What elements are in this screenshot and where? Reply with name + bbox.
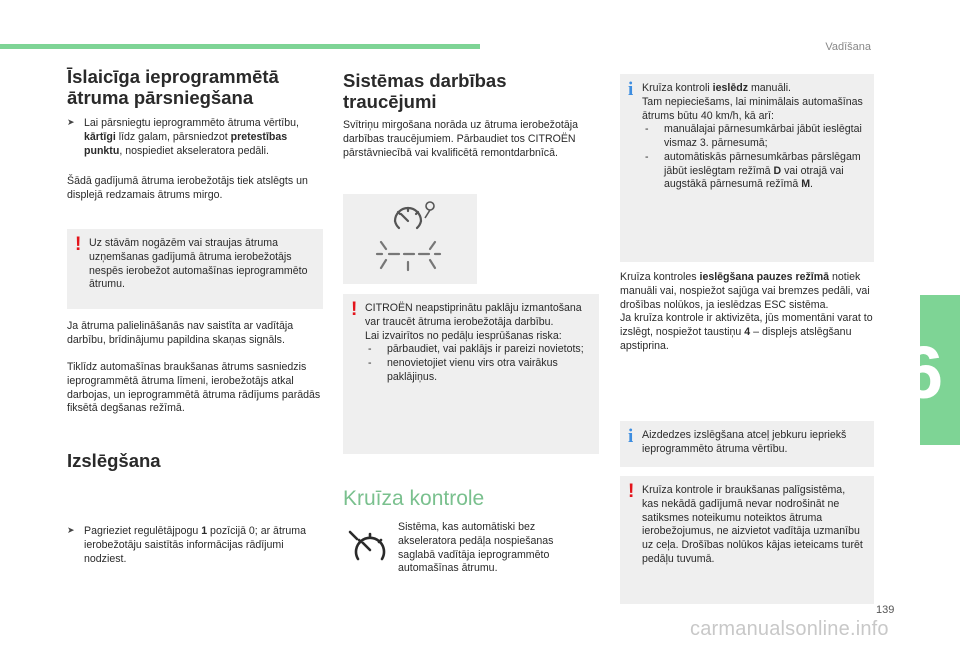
text-bold: 1	[201, 525, 208, 538]
pause-text	[620, 312, 874, 353]
text-bold: 4	[744, 326, 751, 339]
speed-limiter-fault-illustration	[343, 194, 477, 284]
info-text	[642, 82, 864, 96]
warning-icon: !	[628, 481, 635, 502]
bullet-icon: ➤	[67, 117, 75, 127]
switch-off-step	[67, 525, 323, 566]
text-bold: ieslēgšana pauzes režīmā	[699, 271, 830, 283]
bullet-icon: ➤	[67, 525, 75, 536]
override-result-text: Šādā gadījumā ātruma ierobežotājs tiek atslēgts un displejā redzamais ātrums mirgo.	[67, 175, 308, 201]
text-bold: D	[773, 164, 782, 177]
malfunction-text: Svītriņu mirgošana norāda uz ātruma ierobežotāja darbības traucējumiem. Pārbaudiet tos CITROËN pārstāvniecībā vai kvalificētā remontdarbnīcā.	[343, 119, 578, 159]
watermark: carmanualsonline.info	[690, 618, 889, 640]
text-span: vai otrajā vai augstākā pārnesumā režīmā	[664, 164, 844, 191]
warning-box-driver-aid	[620, 476, 874, 604]
limit-reached-text: Tiklīdz automašīnas braukšanas ātrums sasniedzis ieprogrammētā ātruma līmeni, ierobežotājs atkal darbojas, un ieprogrammētā ātruma rādījums parādās fiksētā degšanas režīmā.	[67, 361, 321, 415]
text-bold: ieslēdz	[712, 82, 748, 94]
text-bold: M	[801, 178, 811, 191]
warning-text: Uz stāvām nogāzēm vai straujas ātruma uzņemšanas gadījumā ātruma ierobežotājs nespēs ierobežot automašīnas ieprogrammēto ātrumu.	[89, 237, 308, 291]
text-span: Ja kruīza kontrole ir aktivizēta, jūs momentāni varat to izslēgt, nospiežot taustiņu	[620, 312, 873, 339]
text-span: līdz galam, pārsniedzot	[115, 130, 231, 143]
warning-icon: !	[75, 234, 82, 255]
text-span: notiek manuāli vai, nospiežot sajūga vai bremzes pedāli, vai drošības nolūkos, ja ieslēdzas ESC sistēma.	[620, 271, 870, 311]
info-list	[642, 123, 864, 192]
list-item: - pārbaudiet, vai paklājs ir pareizi novietots;	[365, 343, 589, 357]
info-text: Tam nepieciešams, lai minimālais automašīnas ātrums būtu 40 km/h, kā arī:	[642, 95, 863, 122]
header-accent-bar	[0, 44, 480, 49]
warning-box-slopes	[67, 229, 323, 309]
list-item	[642, 151, 864, 192]
info-box-activation	[620, 74, 874, 262]
text-span: Pagrieziet regulētājpogu	[84, 525, 202, 538]
info-text: Aizdedzes izslēgšana atceļ jebkuru iepriekš ieprogrammēto ātruma vērtību.	[642, 429, 847, 455]
info-icon: i	[628, 79, 634, 100]
chapter-number: 6	[902, 331, 944, 414]
warning-text: CITROËN neapstiprinātu paklāju izmantošana var traucēt ātruma ierobežotāja darbību.	[365, 302, 582, 328]
sound-signal-text: Ja ātruma palielināšanās nav saistīta ar vadītāja darbību, brīdinājumu papildina skaņas signāls.	[67, 320, 294, 346]
info-box-ignition	[620, 421, 874, 467]
section-label: Vadīšana	[825, 41, 871, 53]
warning-list	[365, 343, 589, 384]
info-content	[642, 82, 864, 192]
page-number: 139	[876, 604, 895, 616]
switch-off-text	[84, 525, 323, 566]
pause-text	[620, 271, 874, 312]
heading-temporary-override: Īslaicīga ieprogrammētā ātruma pārsniegšana	[67, 66, 279, 109]
text-span: , nospiediet akseleratora pedāli.	[119, 144, 269, 157]
text-bold: pretestības punktu	[84, 130, 288, 157]
text-span: Lai pārsniegtu ieprogrammēto ātruma vērtību,	[84, 117, 299, 129]
warning-text: Lai izvairītos no pedāļu iesprūšanas riska:	[365, 329, 562, 342]
list-item: - manuālajai pārnesumkārbai jābūt ieslēgtai vismaz 3. pārnesumā;	[642, 123, 864, 151]
list-item: - nenovietojiet vienu virs otra vairākus paklājiņus.	[365, 357, 589, 385]
heading-cruise-control: Kruīza kontrole	[343, 487, 485, 510]
heading-malfunctions: Sistēmas darbības traucējumi	[343, 70, 507, 113]
pause-mode-text	[620, 271, 874, 354]
text-span: Kruīza kontroli	[642, 82, 713, 94]
text-bold: kārtīgi	[84, 130, 116, 143]
cruise-control-description: Sistēma, kas automātiski bez akseleratora pedāļa nospiešanas saglabā vadītāja ieprogrammēto automašīnas ātrumu.	[398, 521, 554, 575]
warning-text: Kruīza kontrole ir braukšanas palīgsistēma, kas nekādā gadījumā nevar nodrošināt ne satiksmes noteikumu noteiktos ātruma ierobežojumus, ne aizvietot vadītāja uzmanību uz ceļa. Drošības nolūkos kājas ieteicams turēt pedāļu tuvumā.	[642, 484, 863, 565]
text-span: – displejs atslēgšanu apstiprina.	[620, 326, 852, 352]
text-span: manuāli.	[748, 82, 791, 94]
warning-content	[365, 302, 589, 385]
warning-box-floor-mats	[343, 294, 599, 454]
text-span: .	[810, 178, 813, 191]
override-step	[67, 117, 323, 158]
override-step-text	[84, 117, 323, 158]
heading-switch-off: Izslēgšana	[67, 450, 161, 471]
cruise-control-icon	[347, 526, 389, 568]
text-span: pozīcijā 0; ar ātruma ierobežotāju saistītās informācijas rādījumi nodziest.	[84, 525, 307, 565]
warning-icon: !	[351, 299, 358, 320]
text-span: automātiskās pārnesumkārbas pārslēgam jābūt ieslēgtam režīmā	[664, 150, 861, 177]
info-icon: i	[628, 426, 634, 447]
text-span: Kruīza kontroles	[620, 271, 700, 283]
speedometer-fault-icon	[343, 194, 477, 284]
